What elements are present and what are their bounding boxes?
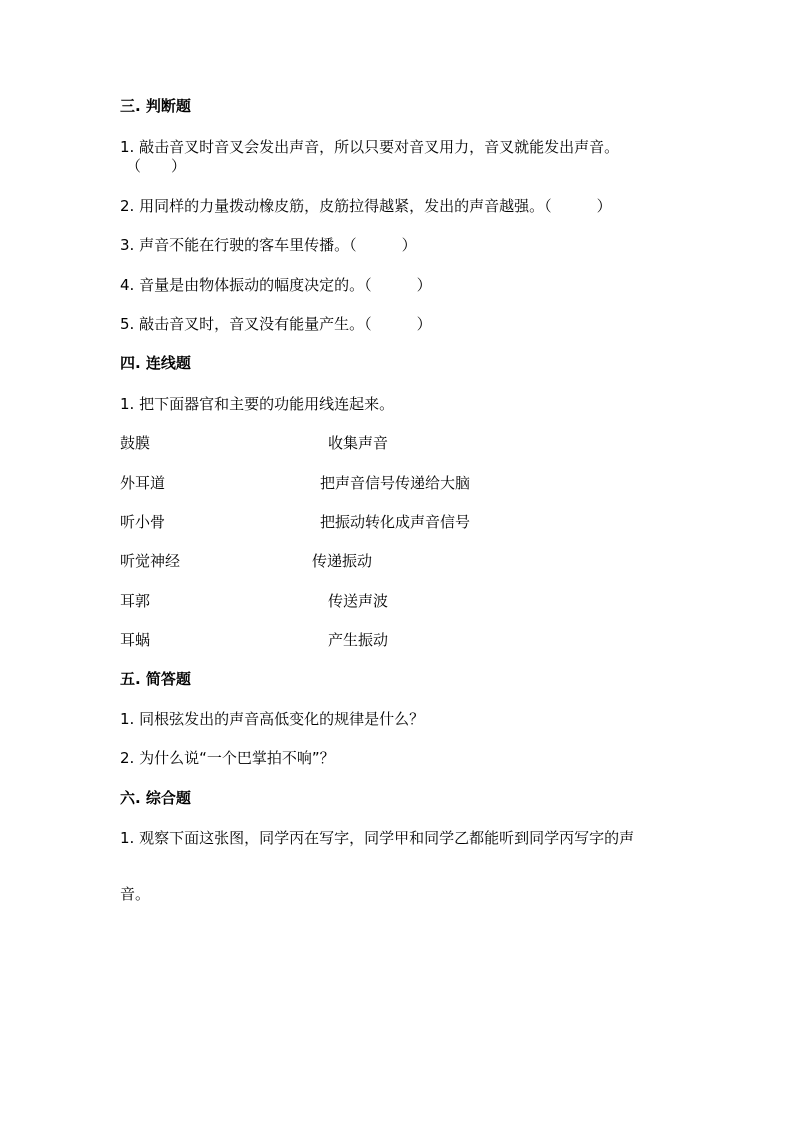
- match-function-3: 把振动转化成声音信号: [320, 513, 471, 531]
- judge-question-3: 3. 声音不能在行驶的客车里传播。（ ）: [120, 236, 417, 254]
- match-organ-5: 耳郭: [120, 592, 151, 610]
- judge-question-4: 4. 音量是由物体振动的幅度决定的。（ ）: [120, 276, 432, 294]
- judge-question-5: 5. 敲击音叉时，音叉没有能量产生。（ ）: [120, 315, 432, 333]
- match-function-4: 传递振动: [312, 552, 373, 570]
- comprehensive-question-1-continued: 音。: [120, 885, 151, 903]
- match-organ-6: 耳蜗: [120, 631, 151, 649]
- match-function-1: 收集声音: [328, 434, 389, 452]
- section-judge-title: 三. 判断题: [120, 97, 191, 115]
- short-question-1: 1. 同根弦发出的声音高低变化的规律是什么？: [120, 710, 425, 728]
- judge-question-2: 2. 用同样的力量拨动橡皮筋，皮筋拉得越紧，发出的声音越强。（ ）: [120, 197, 612, 215]
- section-match-title: 四. 连线题: [120, 354, 191, 372]
- match-organ-2: 外耳道: [120, 474, 166, 492]
- comprehensive-question-1: 1. 观察下面这张图，同学丙在写字，同学甲和同学乙都能听到同学丙写字的声: [120, 829, 635, 847]
- match-organ-1: 鼓膜: [120, 434, 151, 452]
- match-organ-3: 听小骨: [120, 513, 166, 531]
- judge-question-1: 1. 敲击音叉时音叉会发出声音，所以只要对音叉用力，音叉就能发出声音。: [120, 138, 620, 156]
- match-function-5: 传送声波: [328, 592, 389, 610]
- match-organ-4: 听觉神经: [120, 552, 181, 570]
- judge-answer-blank-1: （ ）: [126, 157, 187, 175]
- section-short-title: 五. 简答题: [120, 670, 191, 688]
- match-function-2: 把声音信号传递给大脑: [320, 474, 471, 492]
- match-function-6: 产生振动: [328, 631, 389, 649]
- section-comprehensive-title: 六. 综合题: [120, 789, 191, 807]
- short-question-2: 2. 为什么说“一个巴掌拍不响”？: [120, 749, 335, 767]
- match-question: 1. 把下面器官和主要的功能用线连起来。: [120, 395, 395, 413]
